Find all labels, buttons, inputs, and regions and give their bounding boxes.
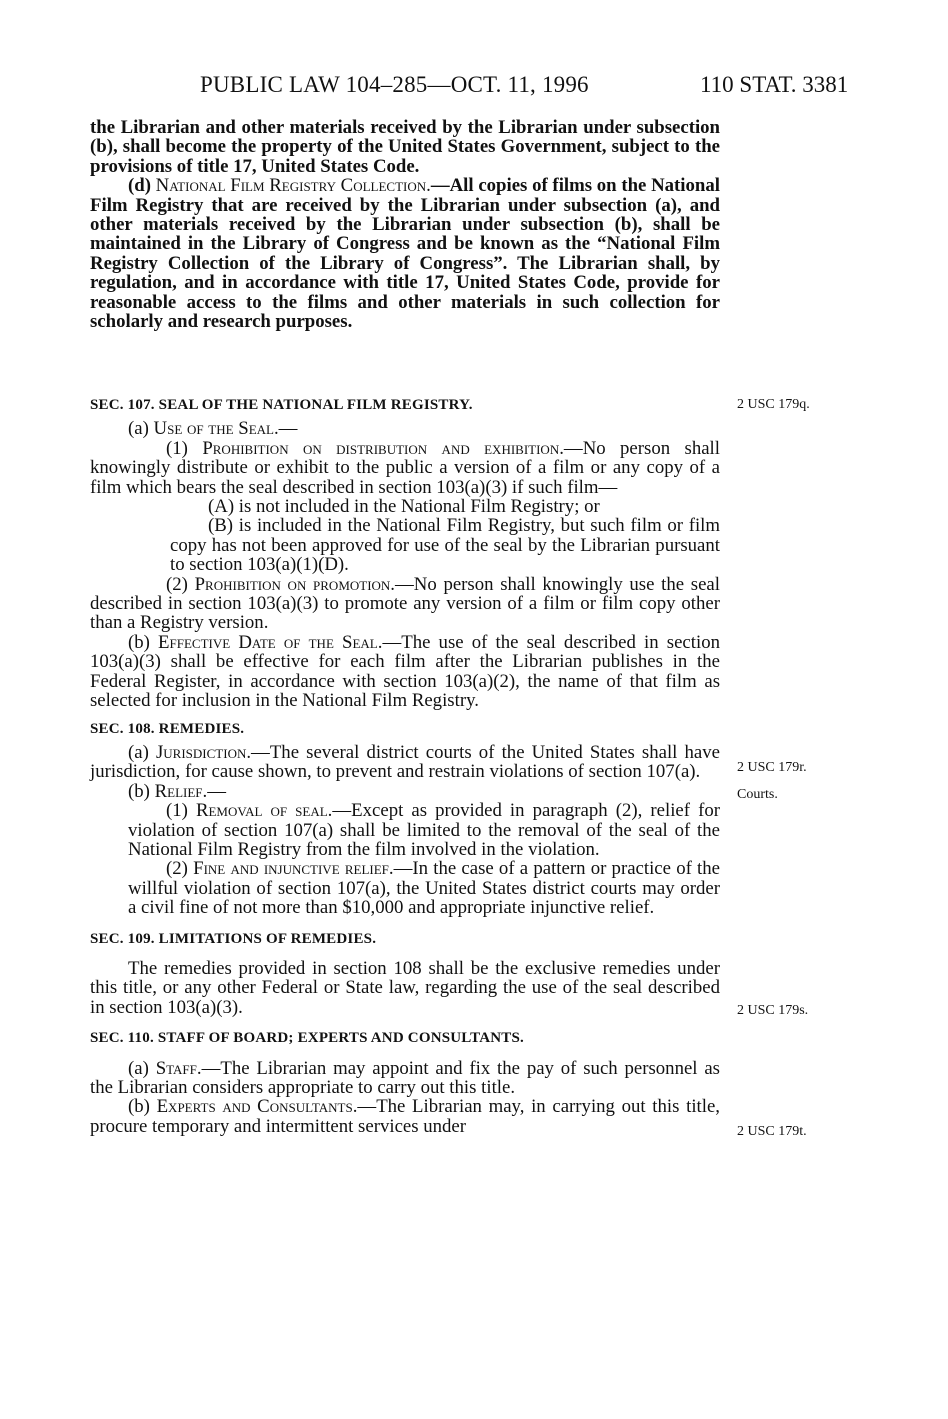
margin-note-sec109: 2 USC 179s.: [737, 1003, 809, 1018]
s107-a-dash: —: [278, 418, 298, 440]
s107-paragraph-1: [90, 439, 720, 497]
subsection-d-heading: National Film Registry Collection.: [155, 175, 431, 197]
s107-a-heading: Use of the Seal.: [153, 418, 279, 440]
s108-b1-text: —Except as provided in paragraph (2), relief for violation of section 107(a) shall be limited to the removal of the seal of the National Film Registry from the film involved in the violation.: [128, 800, 720, 860]
s110-b-label: (b): [128, 1096, 157, 1118]
s108-a-heading: Jurisdiction.: [155, 741, 252, 763]
s108-b-dash: —: [207, 780, 226, 802]
s110-b-heading: Experts and Consultants.: [156, 1096, 358, 1118]
s107-a2-heading: Prohibition on promotion.: [194, 573, 396, 595]
s108-b2-heading: Fine and injunctive relief.: [193, 858, 394, 880]
margin-note-sec110: 2 USC 179t.: [737, 1124, 807, 1139]
s107-a1-label: (1): [166, 437, 203, 459]
s108-b1-heading: Removal of seal.: [195, 800, 333, 822]
s107-a1-text: —No person shall knowingly distribute or exhibit to the public a version of a film or any copy of a film which bears the seal described in section 103(a)(3) if such film—: [90, 437, 720, 498]
page-header-stat: 110 STAT. 3381: [700, 72, 849, 97]
subsection-d-text: —All copies of films on the National Film Registry that are received by the Librarian under subsection (a), and other materials received by the Librarian under subsection (b), shall be maintained in the Library of Congress and be known as the “National Film Registry Collection of the Library of Congress”. The Librarian shall, by regulation, and in accordance with title 17, United States Code, provide for reasonable access to the films and other materials in such collection for scholarly and research purposes.: [90, 175, 720, 333]
s107-a2-text: —No person shall knowingly use the seal described in section 103(a)(3) to promote any version of a film or film copy other than a Registry version.: [90, 573, 720, 634]
margin-note-courts: Courts.: [737, 787, 778, 802]
page-header-title: PUBLIC LAW 104–285—OCT. 11, 1996: [200, 72, 589, 97]
s108-subsection-b: [90, 782, 720, 801]
s108-b-label: (b): [128, 780, 155, 802]
s107-a2-label: (2): [166, 573, 195, 595]
section-107-heading: SEC. 107. SEAL OF THE NATIONAL FILM REGISTRY.: [90, 397, 473, 413]
margin-note-sec108: 2 USC 179r.: [737, 760, 807, 775]
s108-b-heading: Relief.: [154, 780, 208, 802]
s110-subsection-a: [90, 1059, 720, 1098]
section-110-heading: SEC. 110. STAFF OF BOARD; EXPERTS AND CONSULTANTS.: [90, 1030, 524, 1047]
s107-paragraph-2: [90, 575, 720, 633]
section-108-heading: SEC. 108. REMEDIES.: [90, 720, 245, 737]
s109-text: The remedies provided in section 108 shall be the exclusive remedies under this title, or any other Federal or State law, regarding the use of the seal described in section 103(a)(3).: [90, 957, 720, 1018]
s108-b2-text: —In the case of a pattern or practice of the willful violation of section 107(a), the United States district courts may order a civil fine of not more than $10,000 and appropriate injunctive relief.: [128, 858, 720, 919]
s108-subsection-a: [90, 743, 720, 782]
document-body: [90, 118, 720, 331]
s107-a1-heading: Prohibition on distribution and exhibition.: [202, 437, 564, 459]
margin-note-sec107: 2 USC 179q.: [737, 397, 810, 412]
s110-subsection-b: [90, 1097, 720, 1136]
s110-b-text: —The Librarian may, in carrying out this title, procure temporary and intermittent services under: [90, 1096, 720, 1137]
s110-a-label: (a): [128, 1057, 156, 1079]
s108-paragraph-2: [90, 859, 720, 917]
s108-b1-label: (1): [166, 800, 196, 822]
s108-paragraph-1: [90, 801, 720, 859]
s107-subsection-b: [90, 633, 720, 711]
s107-b-text: —The use of the seal described in section 103(a)(3) shall be effective for each film after the Librarian publishes in the Federal Register, in accordance with section 103(a)(2), the name of that film as selected for inclusion in the National Film Registry.: [90, 631, 720, 712]
s108-b2-label: (2): [166, 858, 194, 880]
subsection-d: [90, 176, 720, 331]
s107-subparagraph-B: (B) is included in the National Film Registry, but such film or film copy has not been approved for use of the seal by the Librarian pursuant to section 103(a)(1)(D).: [170, 515, 720, 576]
s107-subsection-a: [90, 419, 720, 438]
subsection-d-label: (d): [128, 175, 156, 197]
s110-a-text: —The Librarian may appoint and fix the pay of such personnel as the Librarian considers appropriate to carry out this title.: [90, 1057, 720, 1098]
s108-a-label: (a): [128, 741, 156, 763]
s107-b-label: (b): [128, 631, 159, 653]
s110-a-heading: Staff.: [155, 1057, 202, 1079]
s108-a-text: —The several district courts of the United States shall have jurisdiction, for cause shown, to prevent and restrain violations of section 107(a).: [90, 741, 720, 783]
document-body-main: [90, 389, 720, 1136]
s107-b-heading: Effective Date of the Seal.: [158, 631, 383, 653]
s107-a-label: (a): [128, 418, 154, 440]
section-109-heading: SEC. 109. LIMITATIONS OF REMEDIES.: [90, 930, 377, 947]
paragraph-continuation: the Librarian and other materials received by the Librarian under subsection (b), shall become the property of the United States Government, subject to the provisions of title 17, United States Code.: [90, 117, 720, 177]
s107-subparagraph-A: (A) is not included in the National Film Registry; or: [208, 496, 600, 518]
